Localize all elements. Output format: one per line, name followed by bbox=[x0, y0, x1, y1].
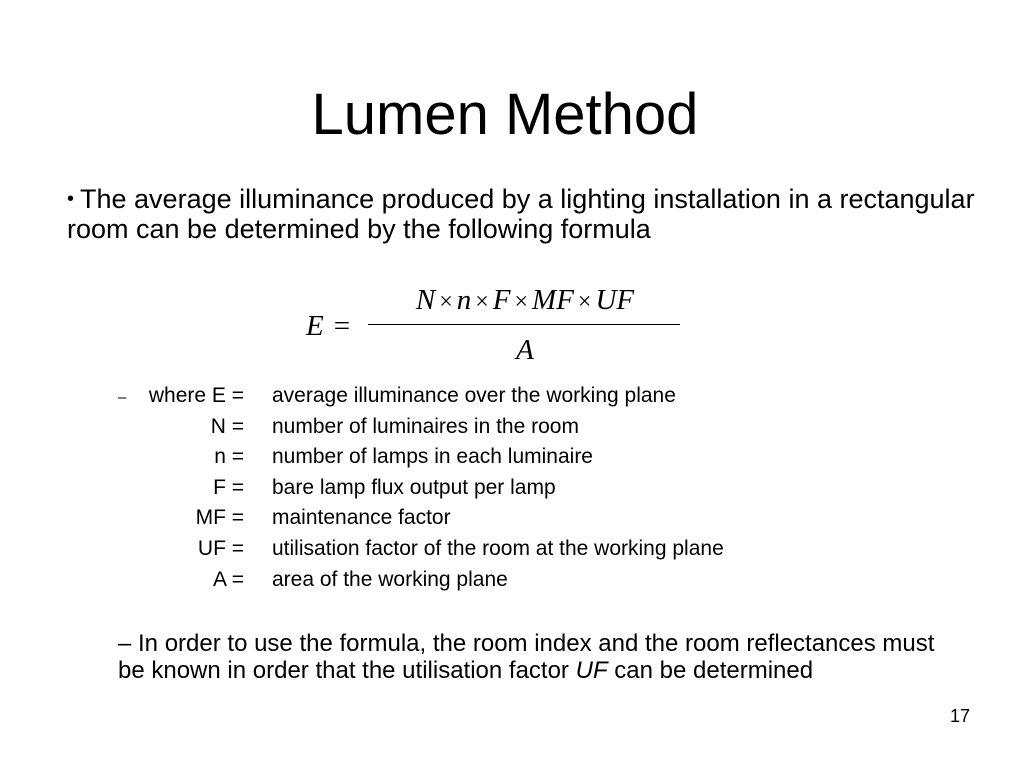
note-paragraph bbox=[118, 630, 938, 684]
bullet-paragraph bbox=[67, 184, 987, 244]
bullet-text: The average illuminance produced by a lighting installation in a rectangular room can be determined by the following formula bbox=[67, 184, 975, 244]
note-text-end: can be determined bbox=[614, 657, 814, 684]
definition-symbol: MF = bbox=[195, 506, 244, 530]
times-operator: × bbox=[514, 289, 529, 315]
page-number: 17 bbox=[949, 706, 970, 726]
formula-numerator bbox=[372, 284, 678, 317]
bullet-marker: • bbox=[67, 188, 75, 210]
definition-symbol: UF = bbox=[197, 536, 244, 560]
definition-description: maintenance factor bbox=[272, 506, 451, 530]
slide-title: Lumen Method bbox=[311, 82, 699, 147]
definition-symbol: F = bbox=[213, 475, 244, 499]
formula-lhs-variable: E bbox=[306, 310, 324, 342]
definition-symbol: n = bbox=[214, 445, 244, 469]
times-operator: × bbox=[475, 289, 489, 315]
definition-description: bare lamp flux output per lamp bbox=[272, 475, 556, 499]
formula-variable: n bbox=[456, 284, 472, 316]
formula-variable: N bbox=[415, 284, 436, 316]
definition-description: utilisation factor of the room at the working plane bbox=[272, 536, 724, 560]
definition-description: average illuminance over the working plane bbox=[272, 384, 676, 407]
note-text: – In order to use the formula, the room index and the room reflectances must be known in order that the utilisation factor bbox=[118, 630, 935, 684]
formula-variable: MF bbox=[532, 284, 574, 316]
definition-description: area of the working plane bbox=[272, 567, 508, 591]
definition-description: number of luminaires in the room bbox=[272, 414, 579, 438]
times-operator: × bbox=[439, 289, 453, 315]
definition-dash: – bbox=[118, 389, 127, 406]
formula-variable: F bbox=[492, 284, 511, 316]
definition-symbol: N = bbox=[210, 414, 244, 438]
definition-symbol: A = bbox=[213, 567, 244, 591]
times-operator: × bbox=[577, 289, 592, 315]
formula-variable: UF bbox=[595, 284, 635, 316]
fraction-bar bbox=[368, 324, 680, 325]
formula-equals-sign: = bbox=[333, 310, 351, 342]
definition-symbol: where E = bbox=[148, 384, 244, 407]
definition-description: number of lamps in each luminaire bbox=[272, 445, 593, 469]
note-emphasis: UF bbox=[575, 657, 608, 684]
formula-lhs bbox=[306, 310, 350, 343]
formula-denominator: A bbox=[516, 334, 534, 366]
